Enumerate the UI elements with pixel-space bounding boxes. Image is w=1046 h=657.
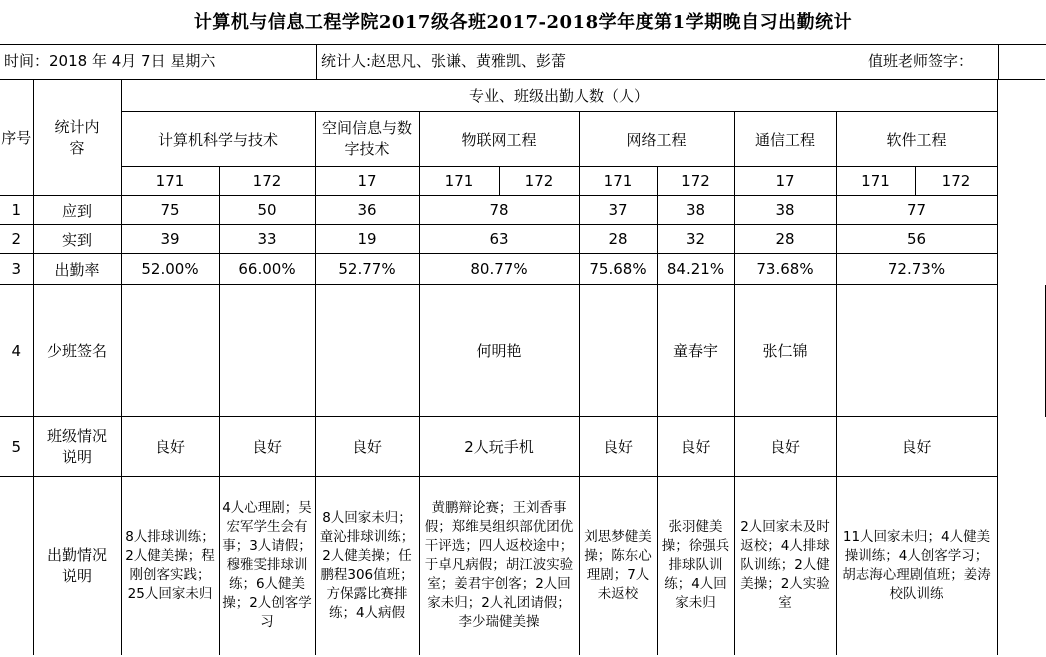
cell: 73.68%	[734, 254, 836, 285]
cell: 84.21%	[657, 254, 734, 285]
cell: 75	[121, 196, 219, 225]
note-cs171: 8人排球训练；2人健美操；程刚创客实践；25人回家未归	[121, 477, 219, 655]
header-seq: 序号	[0, 80, 33, 196]
row-seq: 4	[0, 285, 33, 417]
cell: 38	[657, 196, 734, 225]
note-iot: 黄鹏辩论赛；王刘香事假；郑维昊组织部优团优干评选；四人返校途中；于卓凡病假；胡江波实验室；姜君宇创客；2人回家未归；2人礼团请假；李少瑞健美操	[419, 477, 579, 655]
cell: 80.77%	[419, 254, 579, 285]
sign-cell-sp	[315, 285, 419, 417]
blank-right-cell	[997, 417, 1045, 477]
cell: 良好	[579, 417, 657, 477]
cell: 56	[836, 225, 997, 254]
note-spatial: 8人回家未归；童沁排球训练；2人健美操；任鹏程306值班；方保露比赛排练；4人病假	[315, 477, 419, 655]
cell: 良好	[734, 417, 836, 477]
cell: 28	[579, 225, 657, 254]
row-seq: 5	[0, 417, 33, 477]
header-row-majors	[0, 112, 1046, 167]
cell: 66.00%	[219, 254, 315, 285]
row-actual	[0, 225, 1046, 254]
cell: 77	[836, 196, 997, 225]
cell: 良好	[121, 417, 219, 477]
class-iot-171: 171	[419, 167, 499, 196]
header-content: 统计内容	[33, 80, 121, 196]
sign-cell-soft	[836, 285, 997, 417]
class-net-172: 172	[657, 167, 734, 196]
cell: 19	[315, 225, 419, 254]
row-seq: 1	[0, 196, 33, 225]
sheet-title: 计算机与信息工程学院2017级各班2017-2018学年度第1学期晚自习出勤统计	[193, 12, 853, 33]
cell: 39	[121, 225, 219, 254]
cell: 78	[419, 196, 579, 225]
header-group: 专业、班级出勤人数（人）	[121, 80, 997, 112]
cell: 38	[734, 196, 836, 225]
row-class-status	[0, 417, 1046, 477]
class-net-171: 171	[579, 167, 657, 196]
sign-cell-net171	[579, 285, 657, 417]
major-spatial: 空间信息与数字技术	[315, 112, 419, 167]
row-attendance-notes	[0, 477, 1046, 655]
info-counters: 统计人:赵思凡、张谦、黄雅凯、彭蕾	[321, 52, 567, 70]
major-iot: 物联网工程	[419, 112, 579, 167]
class-cs-171: 171	[121, 167, 219, 196]
major-comm: 通信工程	[734, 112, 836, 167]
info-divider-2	[998, 44, 999, 79]
cell: 52.00%	[121, 254, 219, 285]
cell: 36	[315, 196, 419, 225]
row-label: 班级情况说明	[33, 417, 121, 477]
cell: 良好	[315, 417, 419, 477]
row-label: 少班签名	[33, 285, 121, 417]
cell: 32	[657, 225, 734, 254]
note-net171: 刘思梦健美操；陈东心理剧；7人未返校	[579, 477, 657, 655]
cell: 72.73%	[836, 254, 997, 285]
row-seq-empty	[0, 477, 33, 655]
note-software: 11人回家未归；4人健美操训练；4人创客学习；胡志海心理剧值班；姜涛校队训练	[836, 477, 997, 655]
cell: 37	[579, 196, 657, 225]
row-label: 实到	[33, 225, 121, 254]
cell: 75.68%	[579, 254, 657, 285]
row-seq: 2	[0, 225, 33, 254]
row-label: 出勤率	[33, 254, 121, 285]
cell: 良好	[836, 417, 997, 477]
info-time: 时间：2018 年 4月 7日 星期六	[4, 52, 216, 70]
class-sp-17: 17	[315, 167, 419, 196]
row-label: 出勤情况说明	[33, 477, 121, 655]
cell: 52.77%	[315, 254, 419, 285]
row-label: 应到	[33, 196, 121, 225]
note-comm: 2人回家未及时返校；4人排球队训练；2人健美操；2人实验室	[734, 477, 836, 655]
cell: 良好	[657, 417, 734, 477]
sign-cell-cs171	[121, 285, 219, 417]
row-expected	[0, 196, 1046, 225]
class-comm-17: 17	[734, 167, 836, 196]
cell: 33	[219, 225, 315, 254]
sign-cell-cs172	[219, 285, 315, 417]
cell: 63	[419, 225, 579, 254]
header-row-classes	[0, 167, 1046, 196]
major-cs: 计算机科学与技术	[121, 112, 315, 167]
blank-right-column	[997, 80, 1045, 417]
cell: 50	[219, 196, 315, 225]
cell: 良好	[219, 417, 315, 477]
major-software: 软件工程	[836, 112, 997, 167]
blank-right-cell	[997, 477, 1045, 655]
sign-cell-net172: 童春宇	[657, 285, 734, 417]
info-teacher-sign: 值班老师签字：	[868, 52, 974, 70]
class-iot-172: 172	[499, 167, 579, 196]
class-soft-171: 171	[836, 167, 915, 196]
sign-cell-comm: 张仁锦	[734, 285, 836, 417]
major-network: 网络工程	[579, 112, 734, 167]
header-row-group	[0, 80, 1046, 112]
cell: 2人玩手机	[419, 417, 579, 477]
sign-cell-iot: 何明艳	[419, 285, 579, 417]
class-soft-172: 172	[915, 167, 997, 196]
cell: 28	[734, 225, 836, 254]
row-absent-sign	[0, 285, 1046, 417]
note-net172: 张羽健美操；徐强兵排球队训练；4人回家未归	[657, 477, 734, 655]
blank-right-cell	[1045, 285, 1046, 417]
class-cs-172: 172	[219, 167, 315, 196]
attendance-table	[0, 79, 1046, 655]
row-seq: 3	[0, 254, 33, 285]
row-rate	[0, 254, 1046, 285]
note-cs172: 4人心理剧；吴宏军学生会有事；3人请假；穆雅雯排球训练；6人健美操；2人创客学习	[219, 477, 315, 655]
info-divider-1	[316, 44, 317, 79]
